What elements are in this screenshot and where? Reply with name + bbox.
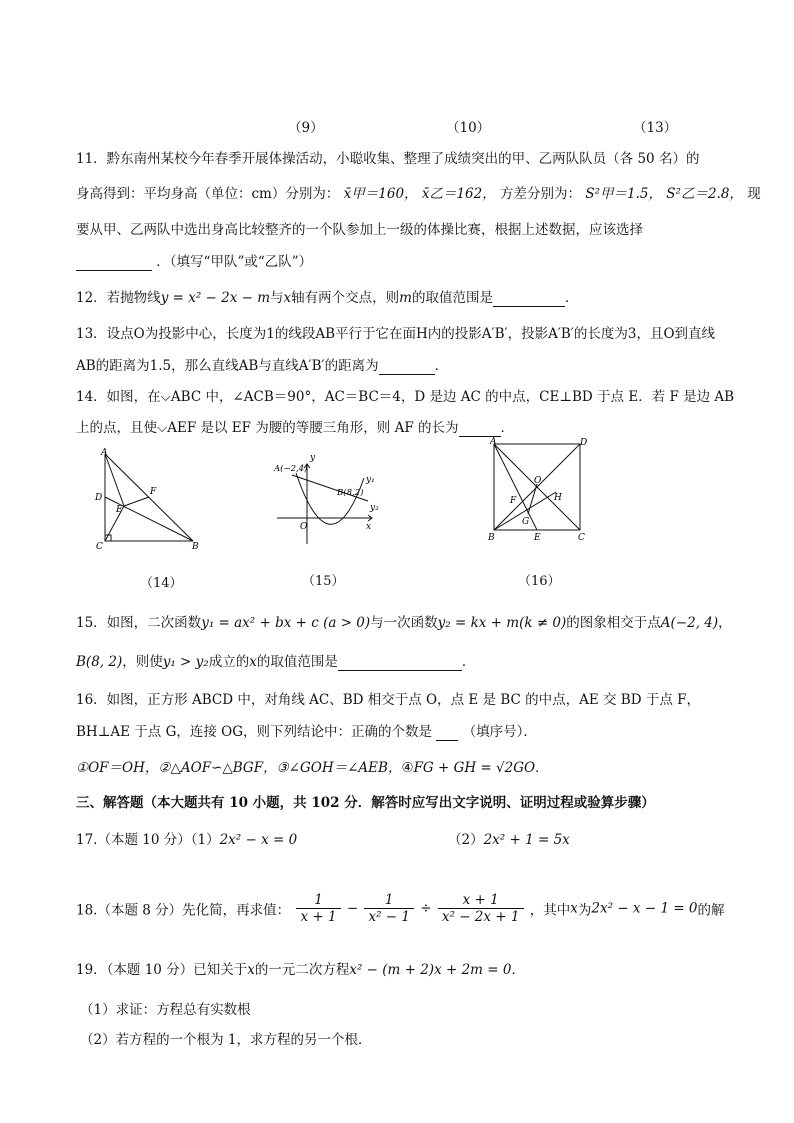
answer-blank-16[interactable]	[436, 724, 458, 741]
q17-part2: （2）2x² + 1 = 5x	[448, 832, 570, 848]
fig16-label-E: E	[534, 533, 541, 543]
q18: 18.（本题 8 分）先化简，再求值： $\frac{1}{x + 1}$ − $\frac{1}{\text{x² − 1}}$ ÷ $\frac{x + 1}{\text{x² − 2x + 1}}$ ，其中x为2x² − x − 1 = 0的解	[76, 892, 725, 925]
q18-condition: 2x² − x − 1 = 0	[591, 900, 698, 917]
fig16-label-B: B	[488, 533, 495, 543]
variance-yi: S²乙＝2.8，	[666, 186, 743, 202]
fig14-label-A: A	[101, 448, 108, 458]
q17-equation-1: 2x² − x = 0	[219, 832, 298, 848]
q18-fraction-2: $\frac{1}{\text{x² − 1}}$	[364, 892, 414, 925]
fig15-label-A: A(−2,4)	[274, 464, 308, 474]
fig15-label-O: O	[300, 522, 308, 532]
q19-line1: 19．（本题 10 分）已知关于x的一元二次方程x² − (m + 2)x + 2m = 0．	[76, 962, 525, 978]
q18-fraction-1: $\frac{1}{x + 1}$	[296, 892, 340, 925]
fig16-label-O: O	[534, 476, 542, 486]
q12-formula: y = x² − 2x − m	[160, 290, 271, 306]
fig16-label-G: G	[522, 517, 530, 527]
answer-blank-11[interactable]	[76, 254, 152, 271]
q11-line2: 身高得到：平均身高（单位：cm）分别为： x̄甲＝160， x̄乙＝162， 方差分别为： S²甲＝1.5， S²乙＝2.8， 现	[76, 186, 761, 202]
fig15-label-y1: y₁	[366, 475, 375, 485]
fig14-label-C: C	[96, 542, 103, 552]
q12: 12．若抛物线y = x² − 2x − m与x轴有两个交点，则m的取值范围是 ．	[76, 290, 579, 306]
q16-option-1: ①OF＝OH，	[76, 760, 159, 776]
q16-option-2: ②△AOF∽△BGF，	[158, 760, 277, 776]
fig14-label-D: D	[95, 493, 103, 503]
fig15-label-y2: y₂	[370, 503, 379, 513]
fig15-label-y: y	[310, 453, 316, 463]
q15-linear: y₂ = kx + m(k ≠ 0)	[437, 615, 567, 631]
figure-15	[272, 448, 382, 550]
caption-fig9: （9）	[288, 120, 324, 136]
q19-part2: （2）若方程的一个根为 1，求方程的另一个根．	[80, 1032, 372, 1048]
answer-blank-15[interactable]	[338, 654, 462, 671]
mean-yi: x̄乙＝162，	[421, 186, 496, 202]
caption-fig13: （13）	[633, 120, 678, 136]
fig14-label-B: B	[192, 542, 199, 552]
fig16-label-A: A	[490, 437, 497, 447]
caption-fig14: （14）	[140, 576, 183, 591]
q18-fraction-3: $\frac{x + 1}{\text{x² − 2x + 1}}$	[438, 892, 524, 925]
answer-blank-13[interactable]	[379, 358, 435, 375]
q16-line1: 16．如图，正方形 ABCD 中，对角线 AC、BD 相交于点 O，点 E 是 BC 的中点，AE 交 BD 于点 F，	[76, 692, 700, 708]
q15-line2: B(8, 2)，则使y₁ > y₂成立的x的取值范围是 ．	[76, 654, 476, 670]
q16-option-4: ④	[401, 760, 414, 776]
q15-line1: 15．如图，二次函数y₁ = ax² + bx + c (a > 0)与一次函数y₂ = kx + m(k ≠ 0)的图象相交于点A(−2, 4)，	[76, 615, 732, 631]
q17-part1: 17.（本题 10 分）（1）2x² − x = 0	[76, 832, 298, 848]
q19-equation: x² − (m + 2)x + 2m = 0	[349, 962, 512, 978]
fig16-label-F: F	[510, 496, 517, 506]
fig14-label-F: F	[150, 487, 157, 497]
q16-line2: BH⊥AE 于点 G，连接 OG，则下列结论中：正确的个数是 （填序号）．	[76, 724, 537, 740]
q13-line1: 13．设点O为投影中心，长度为1的线段AB平行于它在面H内的投影A′B′，投影A′B′的长度为3，且O到直线	[76, 326, 716, 342]
q19-part1: （1）求证：方程总有实数根	[80, 1002, 251, 1018]
answer-blank-12[interactable]	[493, 290, 565, 307]
q17-equation-2: 2x² + 1 = 5x	[483, 832, 570, 848]
section-3-heading: 三、解答题（本大题共有 10 小题，共 102 分．解答时应写出文字说明、证明过程或验算步骤）	[76, 795, 655, 811]
q16-option-3: ③∠GOH＝∠AEB，	[276, 760, 402, 776]
q15-point-b: B(8, 2)	[76, 654, 123, 670]
q11-line4: ．（填写“甲队”或“乙队”）	[76, 250, 312, 271]
figure-16	[486, 436, 592, 544]
q14-line2: 上的点，且使⌵AEF 是以 EF 为腰的等腰三角形，则 AF 的长为 ．	[76, 420, 514, 436]
mean-jia: x̄甲＝160，	[343, 186, 418, 202]
caption-fig16: （16）	[518, 574, 561, 589]
q11-line3: 要从甲、乙两队中选出身高比较整齐的一个队参加上一级的体操比赛，根据上述数据，应该选择	[76, 222, 643, 238]
variance-jia: S²甲＝1.5，	[585, 186, 662, 202]
answer-blank-14[interactable]	[459, 420, 501, 437]
fig14-label-E: E	[116, 505, 123, 515]
fig15-label-B: B(8,2)	[337, 488, 364, 498]
q16-options: ①OF＝OH，②△AOF∽△BGF，③∠GOH＝∠AEB，④FG + GH = √2GO．	[76, 760, 549, 776]
fig16-label-C: C	[578, 533, 585, 543]
fig16-label-D: D	[580, 438, 588, 448]
q15-quadratic: y₁ = ax² + bx + c (a > 0)	[201, 615, 371, 631]
q13-line2: AB的距离为1.5，那么直线AB与直线A′B′的距离为 ．	[76, 358, 449, 374]
q11-line1: 11．黔东南州某校今年春季开展体操活动，小聪收集、整理了成绩突出的甲、乙两队队员（各 50 名）的	[76, 151, 700, 167]
caption-fig10: （10）	[446, 120, 491, 136]
q15-point-a: A(−2, 4)	[660, 615, 719, 631]
figure-14	[92, 446, 207, 552]
caption-fig15: （15）	[302, 574, 345, 589]
q14-line1: 14．如图，在⌵ABC 中，∠ACB＝90°，AC＝BC＝4，D 是边 AC 的中点，CE⊥BD 于点 E．若 F 是边 AB	[76, 389, 735, 405]
fig15-label-x: x	[366, 522, 372, 532]
fig16-label-H: H	[554, 493, 562, 503]
